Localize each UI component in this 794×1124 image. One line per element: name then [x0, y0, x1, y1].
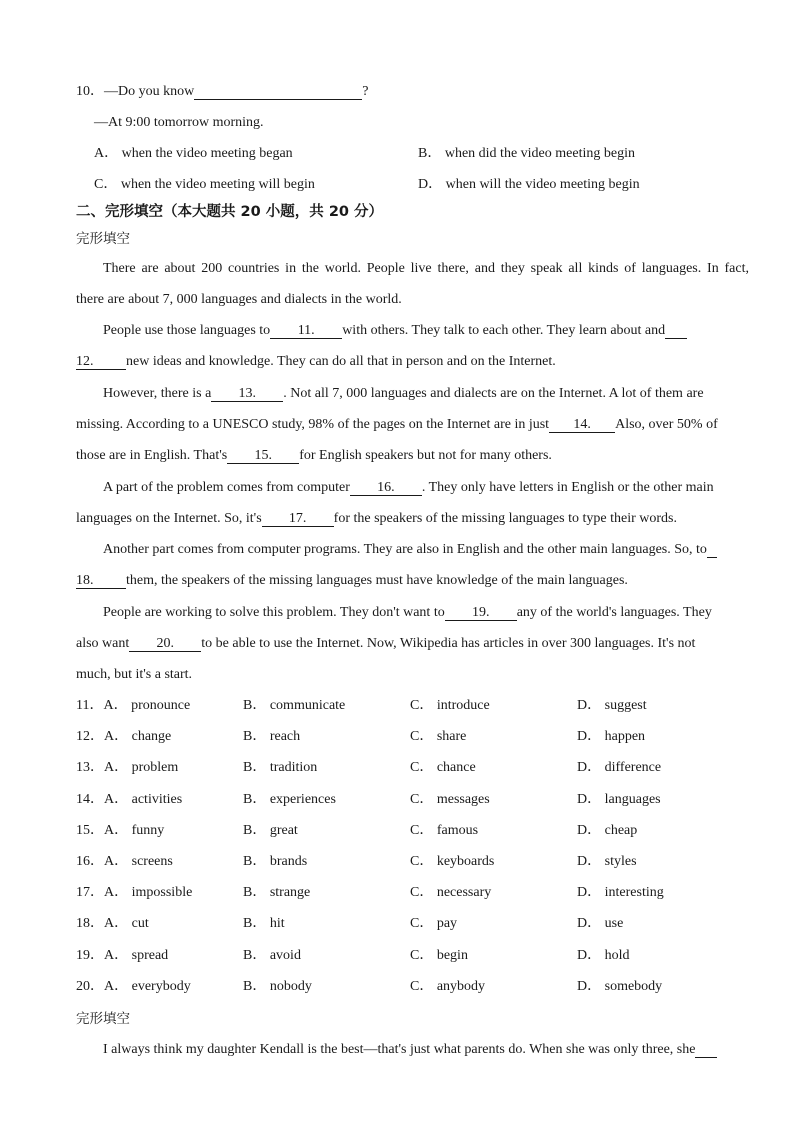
option-text: funny: [131, 822, 165, 838]
q10-option-a: A． when the video meeting began: [94, 146, 293, 161]
option-letter: D．: [577, 854, 602, 869]
q10-number: 10．: [76, 84, 104, 99]
question-18-option-d: [577, 915, 623, 933]
question-11-option-b: [243, 697, 345, 715]
passage-p6-line2: also want 20. to be able to use the Internet. Now, Wikipedia has articles in over 300 languages. It's not: [76, 636, 696, 651]
option-text: famous: [436, 822, 479, 838]
question-12-option-c: [410, 728, 466, 746]
question-number: 14．: [76, 791, 104, 807]
option-text: hit: [269, 916, 285, 932]
option-text: somebody: [604, 978, 663, 994]
passage-p1-line2: there are about 7, 000 languages and dialects in the world.: [76, 292, 402, 307]
question-18-option-a: [76, 915, 149, 933]
option-text: difference: [604, 760, 662, 776]
option-letter: C．: [410, 947, 434, 963]
question-17-option-c: [410, 884, 491, 902]
blank-12: 12.: [76, 354, 126, 370]
option-letter: B．: [243, 760, 267, 776]
option-letter: B．: [243, 698, 267, 713]
question-17-option-d: [577, 884, 664, 902]
question-13-option-d: [577, 759, 661, 777]
option-letter: B．: [243, 885, 267, 901]
option-letter: D．: [577, 791, 602, 807]
question-15-option-b: [243, 822, 298, 840]
option-text: keyboards: [436, 854, 495, 869]
option-text: cut: [131, 916, 149, 932]
q10-stem-end: ?: [362, 84, 369, 99]
question-11-option-c: [410, 697, 490, 715]
option-letter: D．: [577, 822, 602, 838]
blank-11: 11.: [270, 323, 342, 339]
option-text: suggest: [604, 698, 647, 713]
option-text: change: [131, 729, 172, 745]
option-text: communicate: [269, 698, 346, 713]
option-letter: B．: [243, 791, 267, 807]
option-letter: A．: [104, 947, 129, 963]
question-14-option-d: [577, 791, 661, 809]
q10-option-b: B． when did the video meeting begin: [418, 146, 635, 161]
question-13-option-a: [76, 759, 178, 777]
option-text: pronounce: [131, 698, 191, 713]
question-16-option-a: [76, 853, 173, 871]
blank-21-start: [695, 1042, 717, 1058]
passage-p6-line3: much, but it's a start.: [76, 667, 193, 682]
option-text: brands: [269, 854, 308, 869]
question-number: 15．: [76, 822, 104, 838]
option-text: problem: [131, 760, 179, 776]
question-16-option-c: [410, 853, 494, 871]
passage2-p1-line1: I always think my daughter Kendall is the best—that's just what parents do. When she was only three, she: [103, 1041, 717, 1059]
option-text: introduce: [436, 698, 490, 713]
section-subheading-2: 完形填空: [76, 1011, 130, 1027]
passage-p3-line3: those are in English. That's 15. for English speakers but not for many others.: [76, 448, 552, 463]
option-letter: D．: [577, 916, 602, 932]
option-text: screens: [131, 854, 173, 869]
passage-p4-line2: languages on the Internet. So, it's 17. for the speakers of the missing languages to type their words.: [76, 511, 677, 526]
blank-18-start: [707, 542, 717, 558]
option-letter: D．: [577, 729, 602, 745]
option-text: interesting: [604, 885, 664, 901]
blank-20: 20.: [129, 636, 201, 652]
option-letter: C．: [410, 760, 434, 776]
question-number: 19．: [76, 947, 104, 963]
question-19-option-d: [577, 947, 630, 965]
option-text: use: [604, 916, 624, 932]
passage-p2-line1: People use those languages to 11. with others. They talk to each other. They learn about and: [103, 322, 713, 340]
q10-stem: [76, 83, 368, 101]
blank-14: 14.: [549, 417, 615, 433]
passage-p1-line1: There are about 200 countries in the world. People live there, and they speak all kinds of languages. In fact,: [103, 261, 749, 276]
blank-17: 17.: [262, 511, 334, 527]
question-15-option-c: [410, 822, 478, 840]
question-15-option-d: [577, 822, 637, 840]
passage-p3-line2: missing. According to a UNESCO study, 98% of the pages on the Internet are in just 14. Also, over 50% of: [76, 417, 718, 432]
question-16-option-b: [243, 853, 307, 871]
question-15-option-a: [76, 822, 164, 840]
q10-option-c: C． when the video meeting will begin: [94, 177, 315, 192]
option-text: pay: [436, 916, 458, 932]
q10-stem-text: —Do you know: [104, 84, 195, 99]
question-11-option-a: [76, 697, 190, 715]
option-letter: A．: [104, 729, 129, 745]
passage-p6-line1: People are working to solve this problem. They don't want to 19. any of the world's languages. They: [103, 605, 712, 620]
option-letter: A．: [104, 822, 129, 838]
option-text: everybody: [131, 978, 191, 994]
question-17-option-a: [76, 884, 192, 902]
option-text: begin: [436, 947, 468, 963]
q10-answer-blank: [194, 84, 362, 100]
option-letter: B．: [243, 854, 267, 869]
option-letter: D．: [577, 760, 602, 776]
question-19-option-c: [410, 947, 468, 965]
blank-13: 13.: [211, 386, 283, 402]
question-number: 20．: [76, 978, 104, 994]
option-text: happen: [604, 729, 646, 745]
option-text: languages: [604, 791, 661, 807]
option-letter: C．: [410, 978, 434, 994]
option-text: cheap: [604, 822, 638, 838]
question-number: 17．: [76, 885, 104, 901]
option-text: avoid: [269, 947, 301, 963]
option-text: great: [269, 822, 298, 838]
blank-15: 15.: [227, 448, 299, 464]
question-19-option-a: [76, 947, 168, 965]
option-letter: B．: [243, 978, 267, 994]
option-letter: C．: [410, 822, 434, 838]
question-20-option-b: [243, 978, 312, 996]
question-14-option-b: [243, 791, 336, 809]
option-letter: D．: [577, 885, 602, 901]
option-letter: D．: [577, 698, 602, 713]
option-letter: A．: [104, 978, 129, 994]
passage-p5-line1: Another part comes from computer programs. They are also in English and the other main languages. So, to: [103, 541, 717, 559]
question-18-option-b: [243, 915, 285, 933]
option-text: messages: [436, 791, 490, 807]
option-text: nobody: [269, 978, 312, 994]
option-letter: B．: [243, 916, 267, 932]
option-text: necessary: [436, 885, 492, 901]
question-20-option-a: [76, 978, 191, 996]
option-letter: D．: [577, 978, 602, 994]
option-text: share: [436, 729, 467, 745]
question-17-option-b: [243, 884, 310, 902]
option-letter: C．: [410, 854, 434, 869]
question-14-option-c: [410, 791, 490, 809]
option-text: hold: [604, 947, 630, 963]
option-letter: B．: [243, 947, 267, 963]
question-12-option-a: [76, 728, 171, 746]
option-letter: D．: [577, 947, 602, 963]
question-16-option-d: [577, 853, 637, 871]
question-number: 12．: [76, 729, 104, 745]
question-20-option-c: [410, 978, 485, 996]
option-letter: B．: [243, 729, 267, 745]
option-letter: A．: [104, 916, 129, 932]
question-13-option-b: [243, 759, 317, 777]
option-letter: C．: [410, 698, 434, 713]
question-number: 16．: [76, 854, 104, 869]
question-14-option-a: [76, 791, 182, 809]
section-heading: 二、完形填空（本大题共 20 小题，共 20 分）: [76, 204, 384, 220]
question-12-option-d: [577, 728, 645, 746]
passage-p4-line1: A part of the problem comes from computer 16. . They only have letters in English or the other main: [103, 480, 714, 495]
option-text: chance: [436, 760, 476, 776]
option-text: reach: [269, 729, 301, 745]
option-letter: A．: [104, 854, 129, 869]
option-letter: A．: [104, 760, 129, 776]
blank-19: 19.: [445, 605, 517, 621]
passage-p3-line1: However, there is a 13. . Not all 7, 000 languages and dialects are on the Internet. A lot of them are: [103, 386, 704, 401]
option-text: experiences: [269, 791, 336, 807]
option-text: impossible: [131, 885, 193, 901]
option-text: spread: [131, 947, 169, 963]
blank-16: 16.: [350, 480, 422, 496]
option-text: styles: [604, 854, 637, 869]
question-12-option-b: [243, 728, 300, 746]
q10-option-d: D． when will the video meeting begin: [418, 177, 640, 192]
question-number: 11．: [76, 698, 104, 713]
passage-p5-line2: 18. them, the speakers of the missing languages must have knowledge of the main languages.: [76, 573, 628, 588]
option-letter: A．: [103, 698, 128, 713]
q10-answer-line: —At 9:00 tomorrow morning.: [94, 115, 264, 130]
option-letter: C．: [410, 885, 434, 901]
blank-12-start: [665, 323, 687, 339]
option-letter: C．: [410, 791, 434, 807]
question-11-option-d: [577, 697, 647, 715]
option-text: tradition: [269, 760, 318, 776]
option-letter: C．: [410, 916, 434, 932]
question-number: 18．: [76, 916, 104, 932]
passage-p2-line2: 12. new ideas and knowledge. They can do all that in person and on the Internet.: [76, 354, 556, 369]
option-letter: A．: [104, 885, 129, 901]
question-number: 13．: [76, 760, 104, 776]
question-18-option-c: [410, 915, 457, 933]
question-20-option-d: [577, 978, 662, 996]
option-text: activities: [131, 791, 183, 807]
option-letter: B．: [243, 822, 267, 838]
section-subheading: 完形填空: [76, 231, 130, 247]
option-letter: C．: [410, 729, 434, 745]
option-text: strange: [269, 885, 311, 901]
question-13-option-c: [410, 759, 476, 777]
option-letter: A．: [104, 791, 129, 807]
option-text: anybody: [436, 978, 486, 994]
question-19-option-b: [243, 947, 301, 965]
blank-18: 18.: [76, 573, 126, 589]
